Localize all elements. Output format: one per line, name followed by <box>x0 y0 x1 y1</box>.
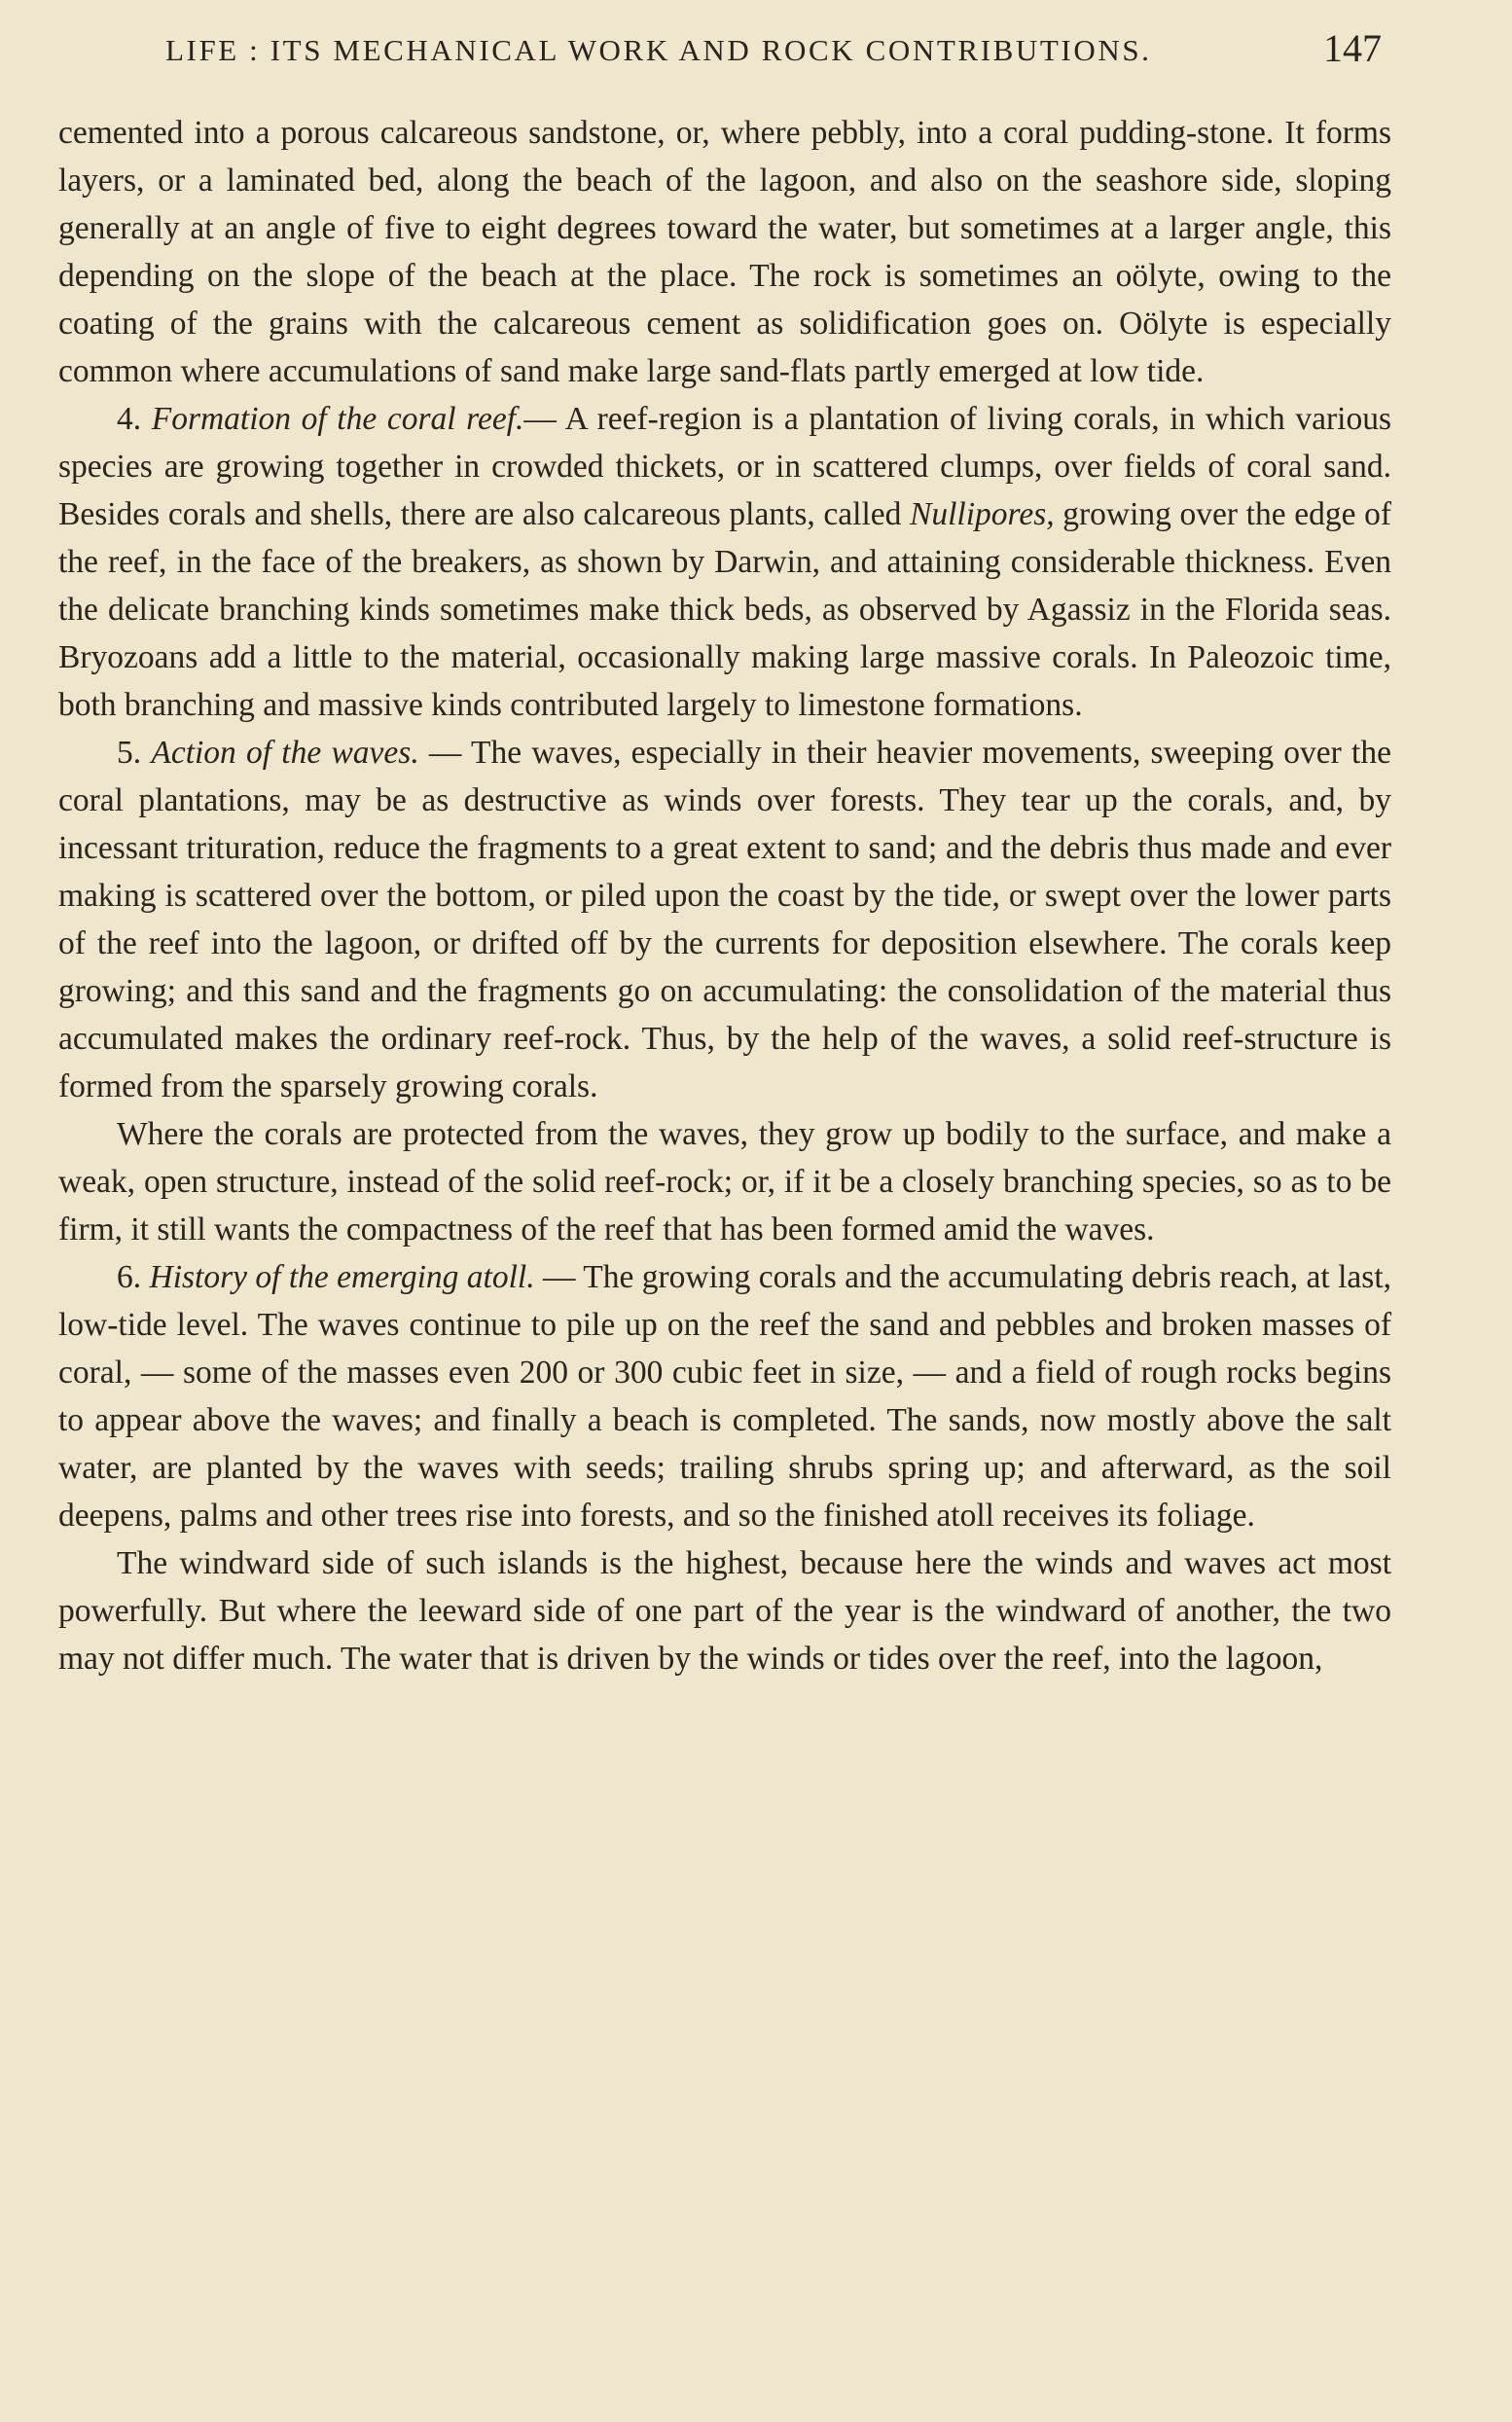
paragraph-text: The waves, especially in their heavier movements, sweeping over the coral plantations, may be as destructive as winds over forests. They tear up the corals, and, by incessant trituration, reduce the fragments to a great extent to sand; and the debris thus made and ever making is scattered over the bottom, or piled upon the coast by the tide, or swept over the lower parts of the reef into the lagoon, or drifted off by the currents for deposition elsewhere. The corals keep growing; and this sand and the fragments go on accumulating: the consolidation of the material thus accumulated makes the ordinary reef-rock. Thus, by the help of the waves, a solid reef-structure is formed from the sparsely growing corals. <box>58 735 1391 1104</box>
page-number: 147 <box>1323 26 1382 70</box>
section-number: 6. <box>117 1259 142 1295</box>
section-number: 4. <box>117 401 142 437</box>
section-5-paragraph <box>58 729 1391 1110</box>
page-header <box>165 25 1382 93</box>
section-4-paragraph <box>58 395 1391 729</box>
paragraph-continued <box>58 109 1391 395</box>
section-number: 5. <box>117 735 142 771</box>
paragraph <box>58 1539 1391 1682</box>
paragraph-text: Where the corals are protected from the waves, they grow up bodily to the surface, and make a weak, open structure, instead of the solid reef-rock; or, if it be a closely branching species, so as to be firm, it still wants the compactness of the reef that has been formed amid the waves. <box>58 1116 1391 1247</box>
heading-dash: — <box>534 1259 584 1295</box>
section-heading: History of the emerging atoll. <box>149 1259 535 1295</box>
running-title: LIFE : ITS MECHANICAL WORK AND ROCK CONTRIBUTIONS. <box>165 33 1152 67</box>
paragraph <box>58 1110 1391 1253</box>
paragraph-text: The growing corals and the accumulating debris reach, at last, low-tide level. The waves continue to pile up on the reef the sand and pebbles and broken masses of coral, — some of the masses even 200 or 300 cubic feet in size, — and a field of rough rocks begins to appear above the waves; and finally a beach is completed. The sands, now mostly above the salt water, are planted by the waves with seeds; trailing shrubs spring up; and afterward, as the soil deepens, palms and other trees rise into forests, and so the finished atoll receives its foliage. <box>58 1259 1392 1534</box>
paragraph-text: A reef-region is a plantation of living corals, in which various species are growing together in crowded thickets, or in scattered clumps, over fields of coral sand. Besides corals and shells, there are also calcareous plants, called <box>58 401 1391 532</box>
section-heading: Action of the waves. <box>151 735 419 771</box>
paragraph-text: cemented into a porous calcareous sandstone, or, where pebbly, into a coral pudding-stone. It forms layers, or a laminated bed, along the beach of the lagoon, and also on the seashore side, sloping generally at an angle of five to eight degrees toward the water, but sometimes at a larger angle, this depending on the slope of the beach at the place. The rock is sometimes an oölyte, owing to the coating of the grains with the calcareous cement as solidification goes on. Oölyte is especially common where accumulations of sand make large sand-flats partly emerged at low tide. <box>58 115 1391 389</box>
heading-dash: — <box>418 735 472 771</box>
paragraph-text: growing over the edge of the reef, in the face of the breakers, as shown by Darwin, and attaining considerable thickness. Even the delicate branching kinds sometimes make thick beds, as observed by Agassiz in the Florida seas. Bryozoans add a little to the material, occasionally making large massive corals. In Paleozoic time, both branching and massive kinds contributed largely to limestone formations. <box>58 496 1391 723</box>
section-heading: Formation of the coral reef. <box>151 401 524 437</box>
section-6-paragraph <box>58 1253 1391 1539</box>
paragraph-text: The windward side of such islands is the highest, because here the winds and waves act most powerfully. But where the leeward side of one part of the year is the windward of another, the two may not differ much. The water that is driven by the winds or tides over the reef, into the lagoon, <box>58 1545 1391 1677</box>
page-body <box>58 109 1391 1682</box>
term-nullipores: Nullipores, <box>910 496 1055 532</box>
heading-dash: — <box>523 401 565 437</box>
